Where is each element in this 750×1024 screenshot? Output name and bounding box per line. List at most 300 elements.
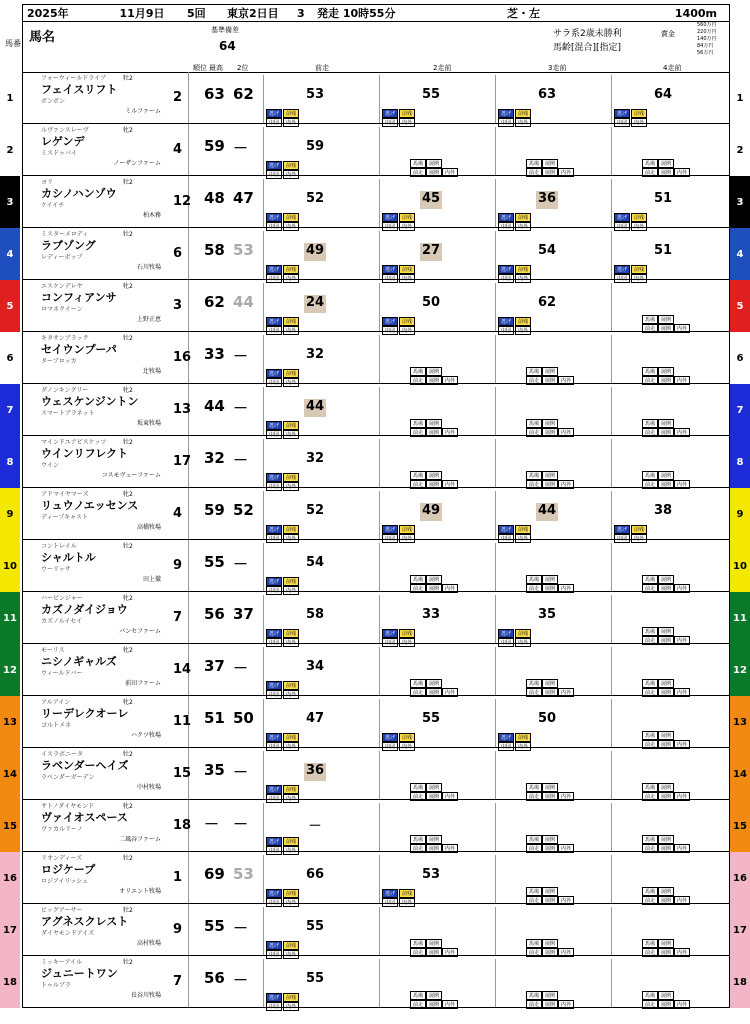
empty-tags: 馬場 展開 前走 展開 内外: [642, 627, 690, 645]
prev-tags: 逃げ 前残 中団 内外: [266, 525, 300, 543]
horse-name[interactable]: ウェスケンジントン: [41, 395, 139, 408]
horse-name[interactable]: セイウンプーパ: [41, 343, 117, 356]
waku-right: 2: [730, 124, 750, 176]
prev-race-empty: [379, 751, 495, 799]
sire: フォーウィールドライブ: [41, 75, 106, 82]
horse-block: [23, 748, 192, 799]
horse-row: [0, 800, 750, 852]
best-index: 33: [204, 345, 225, 363]
prev-race-index: 32: [305, 451, 325, 466]
prev-race: [263, 387, 379, 438]
prev-tags: 逃げ 前残 中団 内外: [266, 941, 300, 959]
horse-block: [23, 956, 189, 1007]
prev-race-index: 47: [305, 711, 325, 726]
empty-tags: 馬場 展開 前走 展開 内外: [526, 419, 574, 437]
prev-race-empty: [495, 647, 611, 695]
popularity: 18: [173, 818, 192, 833]
horse-card: [22, 72, 730, 124]
prev-race-empty: [611, 283, 727, 331]
prev-race: [495, 595, 611, 646]
prev-race-empty: [495, 751, 611, 799]
dam: ウイン: [41, 462, 59, 469]
prev-race-empty: [611, 751, 727, 799]
second-index: －: [233, 919, 249, 937]
prev-race: [495, 179, 611, 230]
horse-row: [0, 72, 750, 124]
prev-race: [263, 699, 379, 750]
prev-tags: 逃げ 前残 中団 内外: [614, 109, 648, 127]
prev-race: [263, 491, 379, 542]
best-index: 69: [204, 865, 225, 883]
horse-block: [23, 696, 192, 747]
prev-tags: 逃げ 前残 中団 内外: [266, 785, 300, 803]
horse-name[interactable]: ニシノギャルズ: [41, 655, 117, 668]
prev-race-index: 36: [536, 191, 558, 209]
speed-figures: [201, 335, 261, 383]
waku-right: 16: [730, 852, 750, 904]
prev-race: [379, 283, 495, 334]
popularity: 11: [173, 714, 192, 729]
best-index: 55: [204, 917, 225, 935]
horse-row: [0, 644, 750, 696]
empty-tags: 馬場 展開 前走 展開 内外: [526, 835, 574, 853]
waku-left: 8: [0, 436, 20, 488]
col-best: 最高: [209, 64, 223, 72]
popularity: 4: [173, 506, 183, 521]
prev-race: [379, 491, 495, 542]
course: 芝・左: [507, 7, 540, 20]
place: 東京2日目: [227, 7, 279, 20]
race-number: 3: [297, 6, 305, 20]
sex-age: 牡2: [123, 907, 133, 914]
prev-race-empty: [611, 543, 727, 591]
horse-name[interactable]: レゲンデ: [41, 135, 85, 148]
second-index: 62: [233, 85, 254, 103]
sex-age: 牡2: [123, 543, 133, 550]
prev-tags: 逃げ 前残 中団 内外: [266, 473, 300, 491]
prev-tags: 逃げ 前残 中団 内外: [266, 733, 300, 751]
empty-tags: 馬場 展開 前走 展開 内外: [526, 575, 574, 593]
waku-left: 16: [0, 852, 20, 904]
sire: キタサンブラック: [41, 335, 89, 342]
breeder: 石川牧場: [136, 264, 161, 271]
breeder: ノーザンファーム: [113, 160, 161, 167]
prev-race: [263, 439, 379, 490]
second-index: 37: [233, 605, 254, 623]
prev-tags: 逃げ 前残 中団 内外: [498, 525, 532, 543]
sire: ヨリ: [41, 179, 54, 186]
dam: ターブロッカ: [41, 358, 77, 365]
waku-left: 10: [0, 540, 20, 592]
prev-tags: 逃げ 前残 中団 内外: [382, 733, 416, 751]
prev-race-index: 53: [421, 867, 441, 882]
prev-race-index: 38: [653, 503, 673, 518]
empty-tags: 馬場 展開 前走 展開 内外: [642, 887, 690, 905]
prev-race-index: 51: [653, 191, 673, 206]
empty-tags: 馬場 展開 前走 展開 内外: [642, 367, 690, 385]
waku-right: 9: [730, 488, 750, 540]
prev-race-empty: [495, 907, 611, 955]
prev-race-index: 54: [537, 243, 557, 258]
popularity: 16: [173, 350, 192, 365]
popularity: 7: [173, 974, 183, 989]
prev-race-empty: [495, 439, 611, 487]
second-index: 53: [233, 865, 254, 883]
dam: ミスドゥバイ: [41, 150, 77, 157]
prev-race-index: 66: [305, 867, 325, 882]
second-index: 52: [233, 501, 254, 519]
horse-name[interactable]: リーデレクオーレ: [41, 707, 129, 720]
horse-row: [0, 488, 750, 540]
dam: レディーボップ: [41, 254, 83, 261]
horse-name[interactable]: ジュニートワン: [41, 967, 118, 980]
popularity: 9: [173, 922, 183, 937]
second-index: －: [233, 763, 249, 781]
horse-block: [23, 592, 189, 643]
dam: ゴルトメネ: [41, 722, 71, 729]
prev-race-empty: [611, 959, 727, 1007]
race-info: [5, 20, 730, 73]
prev-tags: 逃げ 前残 中団 内外: [382, 629, 416, 647]
waku-left: 2: [0, 124, 20, 176]
sex-age: 牝2: [123, 595, 133, 602]
weight-value: 64: [219, 39, 236, 53]
best-index: 48: [204, 189, 225, 207]
prev-tags: 逃げ 前残 中団 内外: [498, 265, 532, 283]
horse-card: [22, 436, 730, 488]
popularity: 9: [173, 558, 183, 573]
horse-row: [0, 384, 750, 436]
empty-tags: 馬場 展開 前走 展開 内外: [410, 835, 458, 853]
empty-tags: 馬場 展開 前走 展開 内外: [526, 991, 574, 1009]
prev-race: [495, 75, 611, 126]
waku-right: 4: [730, 228, 750, 280]
horse-row: [0, 280, 750, 332]
prev-race-empty: [379, 387, 495, 435]
breeder: 田上徹: [142, 576, 161, 583]
horse-row: [0, 956, 750, 1008]
sire: ミスターメロディ: [41, 231, 89, 238]
prev-tags: 逃げ 前残 中団 内外: [266, 369, 300, 387]
prev-race-empty: [495, 803, 611, 851]
prev-race-empty: [611, 439, 727, 487]
horse-name[interactable]: カズノダイジョウ: [41, 603, 128, 616]
empty-tags: 馬場 展開 前走 展開 内外: [526, 887, 574, 905]
waku-right: 12: [730, 644, 750, 696]
distance: 1400m: [674, 6, 717, 20]
horse-card: [22, 800, 730, 852]
popularity: 15: [173, 766, 192, 781]
prev-race-empty: [611, 387, 727, 435]
empty-tags: 馬場 展開 前走 展開 内外: [410, 679, 458, 697]
prev-race-empty: [379, 907, 495, 955]
horse-name[interactable]: ウインリフレクト: [41, 447, 129, 460]
empty-tags: 馬場 展開 前走 展開 内外: [410, 419, 458, 437]
year: 2025年: [27, 7, 69, 20]
col-prev1: 前走: [315, 64, 329, 72]
empty-tags: 馬場 展開 前走 展開 内外: [642, 419, 690, 437]
sex-age: 牝2: [123, 647, 133, 654]
waku-left: 5: [0, 280, 20, 332]
prev-race-empty: [495, 387, 611, 435]
prev-race-empty: [611, 595, 727, 643]
empty-tags: 馬場 展開 前走 展開 内外: [410, 367, 458, 385]
best-index: 59: [204, 137, 225, 155]
horse-card: [22, 332, 730, 384]
prev-race-index: 36: [304, 763, 326, 781]
popularity: 3: [173, 298, 183, 313]
sire: サトノダイヤモンド: [41, 803, 95, 810]
horse-block: [23, 800, 192, 851]
prev-race: [263, 283, 379, 334]
prev-race: [263, 855, 379, 906]
prev-race-empty: [611, 127, 727, 175]
empty-tags: 馬場 展開 前走 展開 内外: [526, 159, 574, 177]
sex-age: 牡2: [123, 855, 133, 862]
col-prev4: 4走前: [663, 64, 682, 72]
horse-name[interactable]: ヴァイオスペース: [41, 811, 128, 824]
sire: アドマイヤマーズ: [41, 491, 89, 498]
breeder: ハクツ牧場: [130, 732, 161, 739]
empty-tags: 馬場 展開 前走 展開 内外: [526, 367, 574, 385]
empty-tags: 馬場 展開 前走 展開 内外: [410, 575, 458, 593]
empty-tags: 馬場 展開 前走 展開 内外: [642, 471, 690, 489]
horse-card: [22, 384, 730, 436]
horse-block: [23, 228, 189, 279]
prev-tags: 逃げ 前残 中団 内外: [266, 317, 300, 335]
prev-race: [611, 179, 727, 230]
prev-race: [495, 283, 611, 334]
speed-figures: [201, 595, 261, 643]
waku-right: 3: [730, 176, 750, 228]
horse-name-label: 馬名: [29, 30, 56, 45]
waku-left: 3: [0, 176, 20, 228]
prev-race-index: 62: [537, 295, 557, 310]
horse-row: [0, 332, 750, 384]
waku-right: 13: [730, 696, 750, 748]
popularity: 13: [173, 402, 192, 417]
horse-block: [23, 280, 189, 331]
prev-race-index: 24: [304, 295, 326, 313]
empty-tags: 馬場 展開 前走 展開 内外: [526, 679, 574, 697]
prev-race: [379, 75, 495, 126]
waku-right: 17: [730, 904, 750, 956]
empty-tags: 馬場 展開 前走 展開 内外: [642, 679, 690, 697]
horse-row: [0, 592, 750, 644]
prev-tags: 逃げ 前残 中団 内外: [382, 213, 416, 231]
prev-race: [263, 959, 379, 1010]
prev-race-index: 53: [305, 87, 325, 102]
empty-tags: 馬場 展開 前走 展開 内外: [410, 939, 458, 957]
sire: ダノンキングリー: [41, 387, 89, 394]
second-index: －: [233, 347, 249, 365]
waku-right: 6: [730, 332, 750, 384]
horse-name[interactable]: アグネスクレスト: [41, 915, 129, 928]
second-index: －: [233, 399, 249, 417]
second-index: －: [233, 971, 249, 989]
prev-race-empty: [495, 127, 611, 175]
breeder: 柏木務: [142, 212, 161, 219]
breeder: 辻牧場: [142, 368, 161, 375]
prev-race-index: 52: [305, 503, 325, 518]
horse-card: [22, 644, 730, 696]
prev-race-empty: [495, 543, 611, 591]
kai: 5回: [187, 7, 206, 20]
horse-name[interactable]: シャルトル: [41, 551, 96, 564]
horse-block: [23, 644, 192, 695]
prev-race: [263, 751, 379, 802]
horse-row: [0, 852, 750, 904]
prev-tags: 逃げ 前残 中団 内外: [266, 213, 300, 231]
prev-race-index: 64: [653, 87, 673, 102]
prev-race-index: 54: [305, 555, 325, 570]
best-index: 59: [204, 501, 225, 519]
sex-age: 牡2: [123, 335, 133, 342]
waku-left: 11: [0, 592, 20, 644]
horse-name[interactable]: リュウノエッセンス: [41, 499, 139, 512]
prev-tags: 逃げ 前残 中団 内外: [498, 733, 532, 751]
waku-left: 7: [0, 384, 20, 436]
prev-race-empty: [611, 699, 727, 747]
empty-tags: 馬場 展開 前走 展開 内外: [642, 783, 690, 801]
waku-left: 13: [0, 696, 20, 748]
speed-figures: [201, 543, 261, 591]
prev-tags: 逃げ 前残 中団 内外: [614, 213, 648, 231]
prev-race-empty: [611, 907, 727, 955]
best-index: 58: [204, 241, 225, 259]
sire: アルアイン: [41, 699, 71, 706]
horse-name[interactable]: ラベンダーヘイズ: [41, 759, 129, 772]
sire: マインドユアビスケッツ: [41, 439, 107, 446]
sire: モーリス: [41, 647, 65, 654]
prev-tags: 逃げ 前残 中団 内外: [266, 629, 300, 647]
waku-left: 17: [0, 904, 20, 956]
horse-card: [22, 488, 730, 540]
col-prev2: 2走前: [433, 64, 452, 72]
breeder: パンセファーム: [119, 628, 161, 635]
prev-race: [263, 231, 379, 282]
best-index: 44: [204, 397, 225, 415]
horse-card: [22, 540, 730, 592]
horse-name[interactable]: フェイスリフト: [41, 83, 118, 96]
prev-race: [611, 231, 727, 282]
prev-tags: 逃げ 前残 中団 内外: [498, 317, 532, 335]
sire: イスラボニータ: [41, 751, 83, 758]
prev-race-index: 55: [305, 971, 325, 986]
prev-race-empty: [495, 855, 611, 903]
prev-race: [263, 179, 379, 230]
empty-tags: 馬場 展開 前走 展開 内外: [642, 731, 690, 749]
prev-tags: 逃げ 前残 中団 内外: [614, 525, 648, 543]
prev-race: [379, 855, 495, 906]
prev-race: [379, 231, 495, 282]
waku-right: 18: [730, 956, 750, 1008]
sex-age: 牝2: [123, 387, 133, 394]
popularity: 7: [173, 610, 183, 625]
prev-race: [495, 491, 611, 542]
horse-card: [22, 228, 730, 280]
prize-label: 賞金: [661, 30, 675, 38]
breeder: 高村牧場: [136, 940, 161, 947]
horse-row: [0, 904, 750, 956]
col-2nd: 2位: [237, 64, 249, 72]
speed-figures: [201, 283, 261, 331]
best-index: 51: [204, 709, 225, 727]
sire: リオンディーズ: [41, 855, 83, 862]
prev-race-index: 59: [305, 139, 325, 154]
second-index: 50: [233, 709, 254, 727]
prev-race-index: 50: [537, 711, 557, 726]
waku-right: 8: [730, 436, 750, 488]
dam: ヴァカルリーノ: [41, 826, 83, 833]
sex-age: 牡2: [123, 75, 133, 82]
prev-race-index: 32: [305, 347, 325, 362]
horse-name[interactable]: ラブゾング: [41, 239, 96, 252]
dam: ディープキャスト: [41, 514, 88, 521]
horse-block: [23, 852, 189, 903]
horse-name[interactable]: ロジケープ: [41, 863, 96, 876]
prev-race: [263, 335, 379, 386]
prev-tags: 逃げ 前残 中団 内外: [266, 109, 300, 127]
dam: ウィールドバー: [41, 670, 83, 677]
speed-figures: [201, 855, 261, 903]
speed-figures: [201, 647, 261, 695]
second-index: 44: [233, 293, 254, 311]
prev-tags: 逃げ 前残 中団 内外: [266, 993, 300, 1011]
sex-age: 牡2: [123, 959, 133, 966]
waku-left: 14: [0, 748, 20, 800]
start-time: 発走 10時55分: [317, 7, 396, 20]
second-index: －: [233, 815, 249, 833]
sire: ミッキーアイル: [41, 959, 83, 966]
prev-race: [263, 543, 379, 594]
prev-tags: 逃げ 前残 中団 内外: [266, 681, 300, 699]
speed-figures: [201, 699, 261, 747]
umaban-label: 馬番: [5, 39, 21, 48]
empty-tags: 馬場 展開 前走 展開 内外: [410, 783, 458, 801]
horse-card: [22, 904, 730, 956]
popularity: 6: [173, 246, 183, 261]
speed-figures: [201, 959, 261, 1007]
empty-tags: 馬場 展開 前走 展開 内外: [410, 159, 458, 177]
prev-race: [611, 491, 727, 542]
prev-tags: 逃げ 前残 中団 内外: [382, 889, 416, 907]
speed-figures: [201, 439, 261, 487]
empty-tags: 馬場 展開 前走 展開 内外: [526, 939, 574, 957]
second-index: －: [233, 139, 249, 157]
speed-figures: [201, 179, 261, 227]
sex-age: 牝2: [123, 127, 133, 134]
waku-right: 5: [730, 280, 750, 332]
prev-race: [379, 595, 495, 646]
empty-tags: 馬場 展開 前走 展開 内外: [642, 575, 690, 593]
sex-age: 牝2: [123, 491, 133, 498]
prev-tags: 逃げ 前残 中団 内外: [498, 109, 532, 127]
horse-block: [23, 488, 189, 539]
empty-tags: 馬場 展開 前走 展開 内外: [410, 991, 458, 1009]
prev-tags: 逃げ 前残 中団 内外: [382, 109, 416, 127]
speed-figures: [201, 907, 261, 955]
best-index: －: [204, 815, 220, 833]
second-index: －: [233, 451, 249, 469]
horse-name[interactable]: カシノハンゾウ: [41, 187, 117, 200]
horse-block: [23, 72, 189, 123]
waku-left: 18: [0, 956, 20, 1008]
horse-name[interactable]: コンフィアンサ: [41, 291, 117, 304]
prev-race-index: 51: [653, 243, 673, 258]
prev-tags: 逃げ 前残 中団 内外: [266, 161, 300, 179]
prev-race-index: 63: [537, 87, 557, 102]
